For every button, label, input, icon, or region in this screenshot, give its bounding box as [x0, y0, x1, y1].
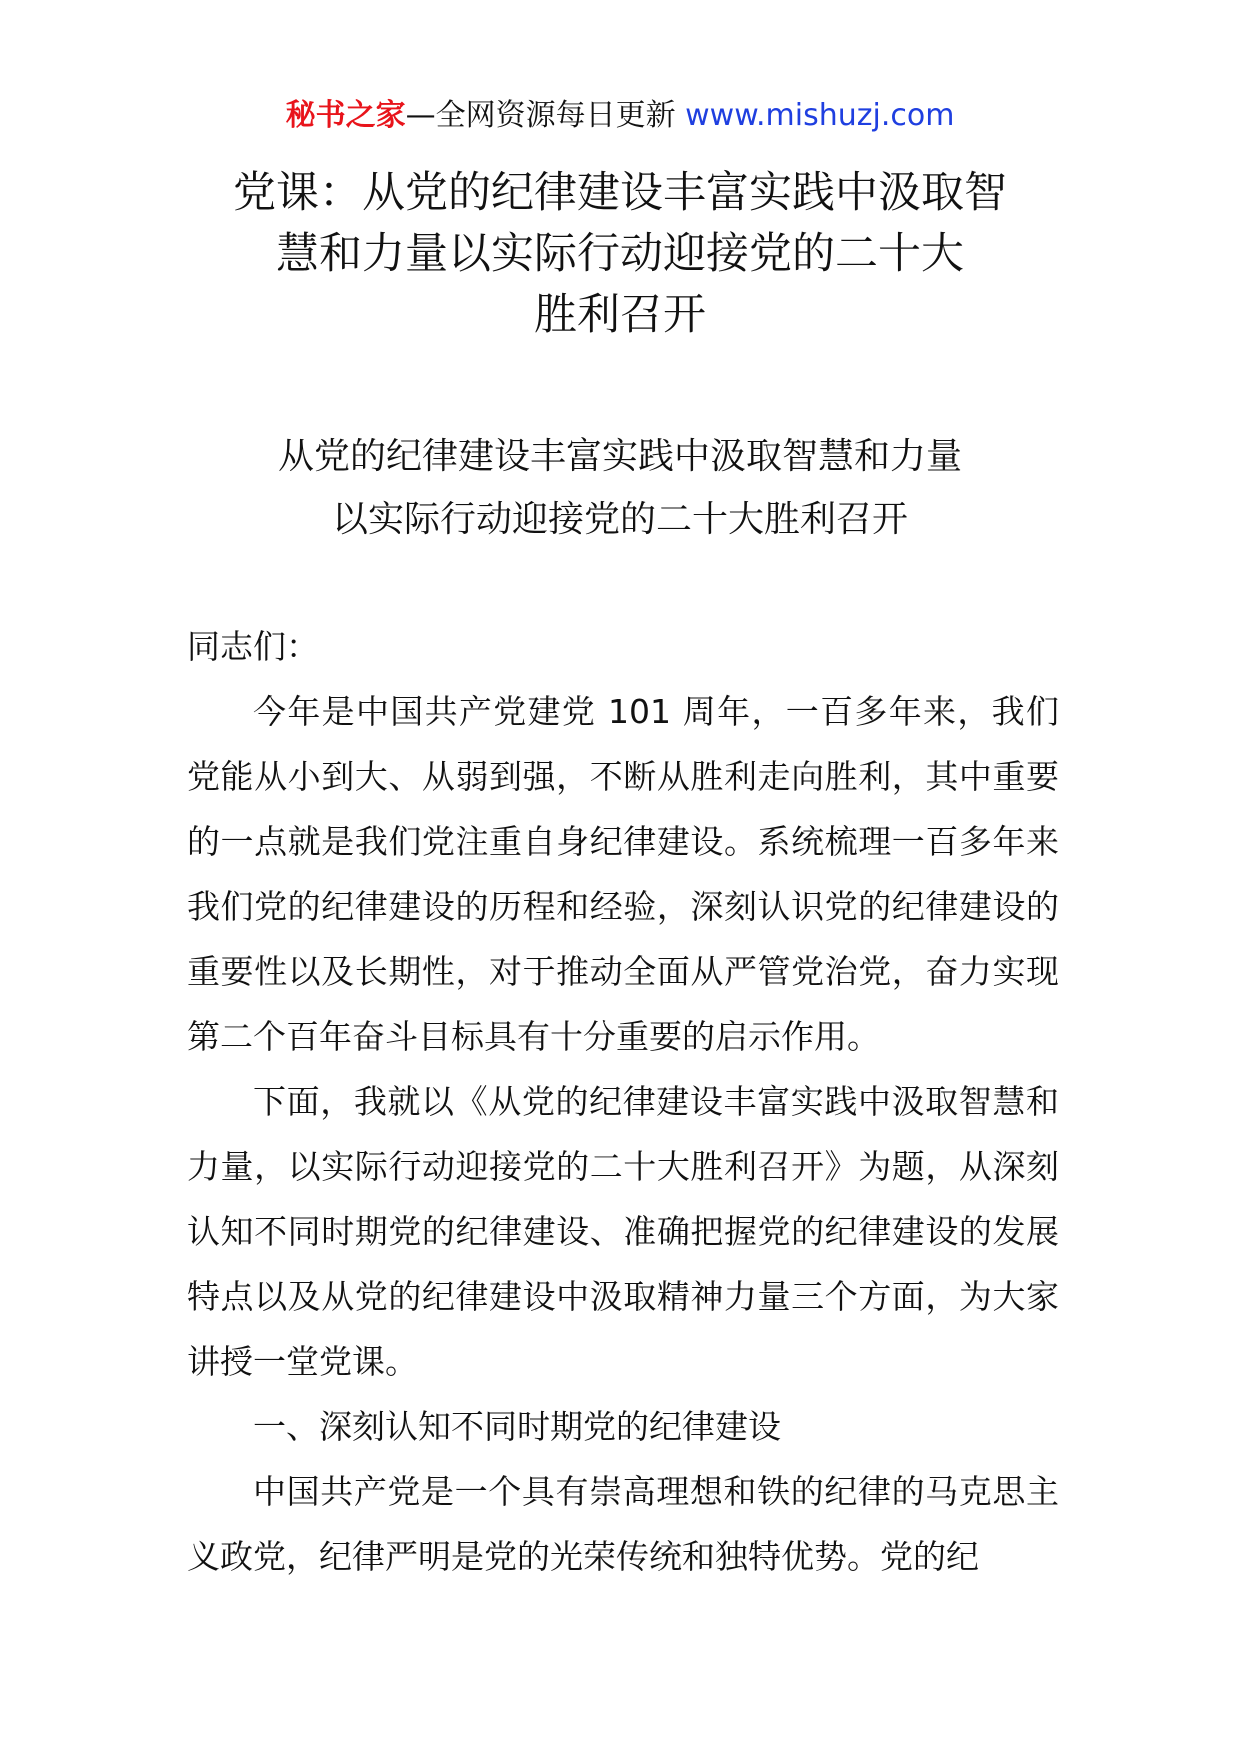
site-url-link[interactable]: www.mishuzj.com [685, 98, 955, 133]
document-body [187, 614, 1059, 1589]
body-paragraph-3: 中国共产党是一个具有崇高理想和铁的纪律的马克思主义政党，纪律严明是党的光荣传统和独特优势。党的纪 [187, 1472, 1059, 1576]
body-paragraph-2: 下面，我就以《从党的纪律建设丰富实践中汲取智慧和力量，以实际行动迎接党的二十大胜利召开》为题，从深刻认知不同时期党的纪律建设、准确把握党的纪律建设的发展特点以及从党的纪律建设中汲取精神力量三个方面，为大家讲授一堂党课。 [187, 1082, 1059, 1381]
salutation: 同志们： [187, 627, 319, 666]
subtitle-line-2: 以实际行动迎接党的二十大胜利召开 [331, 499, 908, 540]
document-subtitle [160, 425, 1080, 551]
title-line-1: 党课：从党的纪律建设丰富实践中汲取智 [233, 168, 1007, 218]
section-heading-1: 一、深刻认知不同时期党的纪律建设 [253, 1407, 781, 1446]
title-line-3: 胜利召开 [534, 290, 706, 340]
site-header [0, 96, 1240, 136]
title-line-2: 慧和力量以实际行动迎接党的二十大 [276, 229, 964, 279]
site-brand: 秘书之家 [285, 98, 406, 133]
document-title [160, 163, 1080, 346]
body-paragraph-1: 今年是中国共产党建党 101 周年，一百多年来，我们党能从小到大、从弱到强，不断从胜利走向胜利，其中重要的一点就是我们党注重自身纪律建设。系统梳理一百多年来我们党的纪律建设的历程和经验，深刻认识党的纪律建设的重要性以及长期性，对于推动全面从严管党治党，奋力实现第二个百年奋斗目标具有十分重要的启示作用。 [187, 692, 1059, 1056]
subtitle-line-1: 从党的纪律建设丰富实践中汲取智慧和力量 [277, 436, 962, 477]
site-slogan: —全网资源每日更新 [405, 98, 676, 133]
